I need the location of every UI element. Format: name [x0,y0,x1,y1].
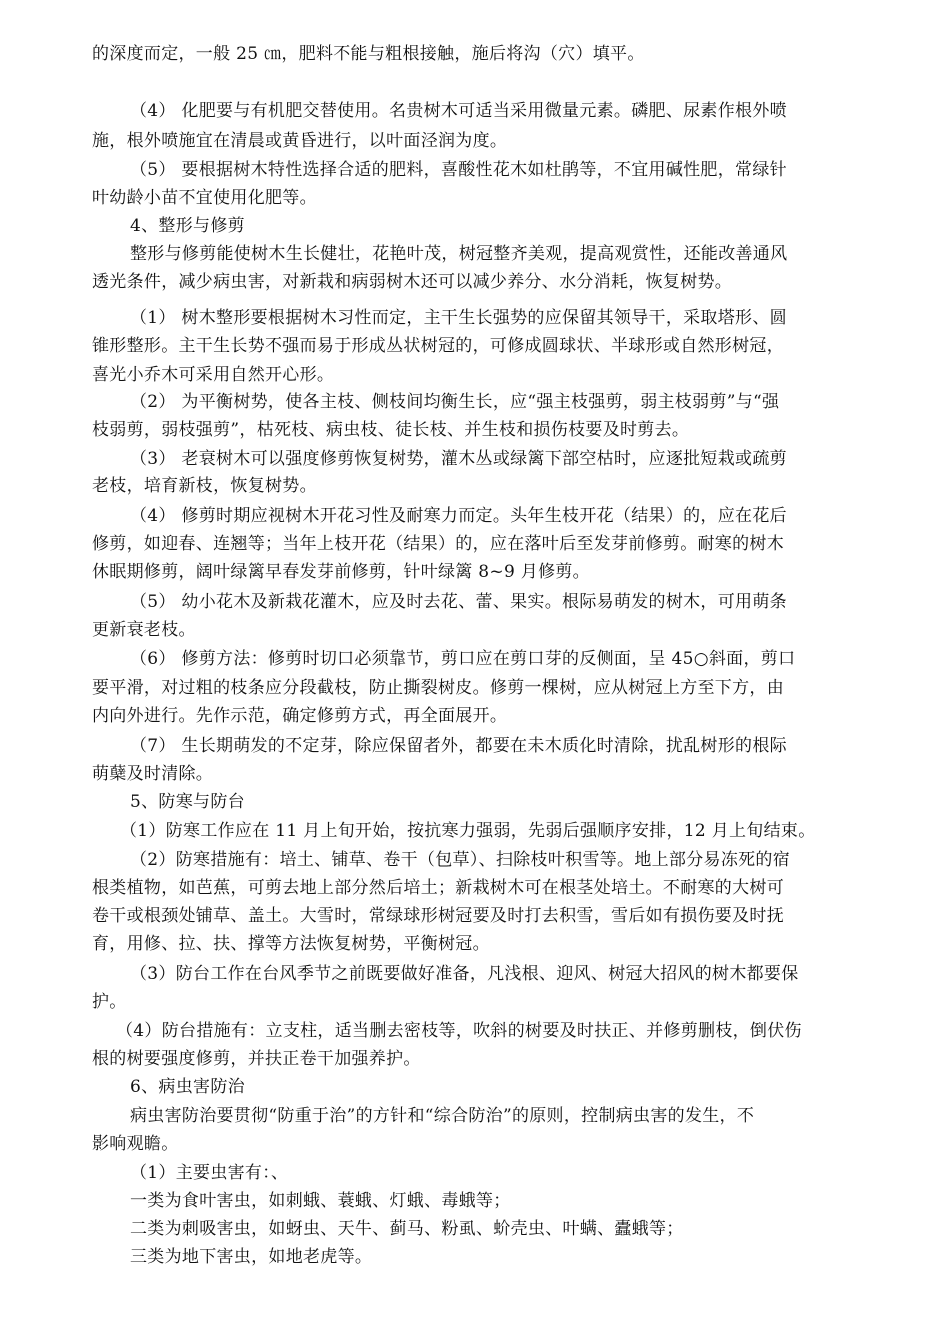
text-line: （3） 老衰树木可以强度修剪恢复树势，灌木丛或绿篱下部空枯时，应逐批短栽或疏剪 [130,449,787,469]
text-line: （1） 树木整形要根据树木习性而定，主干生长强势的应保留其领导干，采取塔形、圆 [130,308,787,328]
section-heading: 5、防寒与防台 [130,792,245,812]
text-line: 护。 [92,992,127,1012]
text-line: 二类为刺吸害虫，如蚜虫、天牛、蓟马、粉虱、蚧壳虫、叶螨、蠹蛾等； [130,1219,684,1239]
text-line: （4） 修剪时期应视树木开花习性及耐寒力而定。头年生枝开花（结果）的，应在花后 [130,506,787,526]
text-line: （4）防台措施有：立支柱，适当删去密枝等，吹斜的树要及时扶正、并修剪删枝，倒伏伤 [116,1021,802,1041]
section-heading: 4、整形与修剪 [130,216,245,236]
text-line: 萌蘖及时清除。 [92,764,214,784]
text-line: （1）防寒工作应在 11 月上旬开始，按抗寒力强弱，先弱后强顺序安排，12 月上旬结束。 [120,821,816,841]
text-line: （5） 幼小花木及新栽花灌木，应及时去花、蕾、果实。根际易萌发的树木，可用萌条 [130,592,787,612]
text-line: （7） 生长期萌发的不定芽，除应保留者外，都要在未木质化时清除，扰乱树形的根际 [130,736,787,756]
text-line: 的深度而定，一般 25 ㎝，肥料不能与粗根接触，施后将沟（穴）填平。 [92,44,645,64]
text-line: 卷干或根颈处铺草、盖土。大雪时，常绿球形树冠要及时打去积雪，雪后如有损伤要及时抚 [92,906,784,926]
text-line: 更新衰老枝。 [92,620,196,640]
text-line: 影响观瞻。 [92,1134,179,1154]
text-line: 育，用修、拉、扶、撑等方法恢复树势，平衡树冠。 [92,934,490,954]
text-line: 枝弱剪，弱枝强剪”，枯死枝、病虫枝、徒长枝、并生枝和损伤枝要及时剪去。 [92,420,690,440]
text-line: 透光条件，减少病虫害，对新栽和病弱树木还可以减少养分、水分消耗，恢复树势。 [92,272,733,292]
text-line: （4） 化肥要与有机肥交替使用。名贵树木可适当采用微量元素。磷肥、尿素作根外喷 [130,101,787,121]
text-line: （2）防寒措施有：培土、铺草、卷干（包草）、扫除枝叶积雪等。地上部分易冻死的宿 [130,850,791,870]
text-line: 修剪，如迎春、连翘等；当年上枝开花（结果）的，应在落叶后至发芽前修剪。耐寒的树木 [92,534,784,554]
text-line: （6） 修剪方法：修剪时切口必须靠节，剪口应在剪口芽的反侧面，呈 45○斜面，剪口 [130,649,796,669]
text-line: 根类植物，如芭蕉，可剪去地上部分然后培土；新栽树木可在根茎处培土。不耐寒的大树可 [92,878,784,898]
text-line: （3）防台工作在台风季节之前既要做好准备，凡浅根、迎风、树冠大招风的树木都要保 [130,964,799,984]
section-heading: 6、病虫害防治 [130,1077,245,1097]
text-line: （2） 为平衡树势，使各主枝、侧枝间均衡生长，应“强主枝强剪，弱主枝弱剪”与“强 [130,392,780,412]
text-line: 整形与修剪能使树木生长健壮，花艳叶茂，树冠整齐美观，提高观赏性，还能改善通风 [130,244,788,264]
text-line: 内向外进行。先作示范，确定修剪方式，再全面展开。 [92,706,508,726]
text-line: 要平滑，对过粗的枝条应分段截枝，防止撕裂树皮。修剪一棵树，应从树冠上方至下方，由 [92,678,784,698]
text-line: 施，根外喷施宜在清晨或黄昏进行，以叶面泾润为度。 [92,131,508,151]
text-line: 叶幼龄小苗不宜使用化肥等。 [92,188,317,208]
text-line: （1）主要虫害有：、 [130,1163,289,1183]
text-line: 病虫害防治要贯彻“防重于治”的方针和“综合防治”的原则，控制病虫害的发生，不 [130,1106,755,1126]
text-line: 老枝，培育新枝，恢复树势。 [92,476,317,496]
text-line: 休眠期修剪，阔叶绿篱早春发芽前修剪，针叶绿篱 8~9 月修剪。 [92,562,590,582]
text-line: （5） 要根据树木特性选择合适的肥料，喜酸性花木如杜鹃等，不宜用碱性肥，常绿针 [130,160,787,180]
text-line: 三类为地下害虫，如地老虎等。 [130,1247,373,1267]
text-line: 根的树要强度修剪，并扶正卷干加强养护。 [92,1049,421,1069]
text-line: 一类为食叶害虫，如刺蛾、蓑蛾、灯蛾、毒蛾等； [130,1191,511,1211]
text-line: 喜光小乔木可采用自然开心形。 [92,365,335,385]
text-line: 锥形整形。主干生长势不强而易于形成丛状树冠的，可修成圆球状、半球形或自然形树冠， [92,336,784,356]
